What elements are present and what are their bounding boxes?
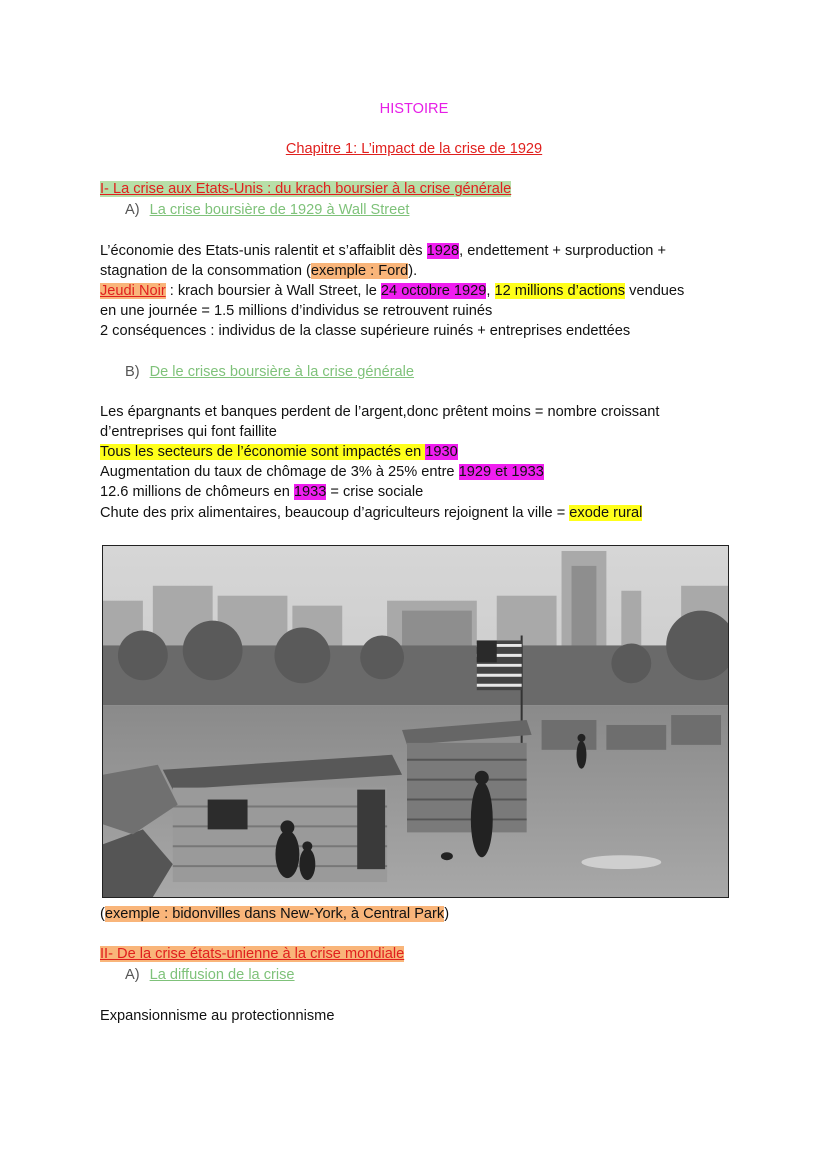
highlight-ford: exemple : Ford [310,263,409,279]
paragraph-line [100,503,642,523]
subsection-1b-title: De le crises boursière à la crise générale [149,364,415,380]
page-title: HISTOIRE [379,101,449,117]
paragraph-line: 2 conséquences : individus de la classe supérieure ruinés + entreprises endettées [100,323,631,339]
highlight-exode-rural: exode rural [569,505,643,521]
highlight-caption: exemple : bidonvilles dans New-York, à Central Park [104,906,445,922]
highlight-jeudi-noir: Jeudi Noir [100,283,166,299]
highlight-1928: 1928 [426,243,460,259]
paragraph-line [100,261,417,281]
paragraph-line [100,442,458,462]
chapter-heading [0,139,828,159]
subsection-2a [125,965,295,985]
text-run: L’économie des Etats-unis ralentit et s’affaiblit dès [100,243,427,259]
paragraph-line [100,241,666,261]
text-run: ) [444,906,450,922]
text-run: Augmentation du taux de chômage de 3% à 25% entre [100,464,459,480]
section-2-title: II- De la crise états-unienne à la crise mondiale [100,946,405,962]
text-run: vendues [625,283,685,299]
text-run: stagnation de la consommation ( [100,263,311,279]
subsection-1a-title: La crise boursière de 1929 à Wall Street [149,202,410,218]
paragraph-line: Expansionnisme au protectionnisme [100,1008,335,1024]
text-run: ). [408,263,418,279]
subsection-1b-letter: B) [125,364,140,380]
text-run: , [486,283,495,299]
paragraph-line: d’entreprises qui font faillite [100,424,277,440]
section-1-heading [100,179,511,199]
chapter-title: Chapitre 1: L’impact de la crise de 1929 [285,141,543,157]
paragraph-line: Les épargnants et banques perdent de l’argent,donc prêtent moins = nombre croissant [100,404,660,420]
subsection-1b [125,362,414,382]
highlight-date: 24 octobre 1929 [380,283,487,299]
highlight-1929-1933: 1929 et 1933 [458,464,544,480]
section-2-heading [100,944,404,964]
text-run: 12.6 millions de chômeurs en [100,484,294,500]
photo-hooverville-icon [103,546,728,897]
text-run: = crise sociale [326,484,424,500]
text-run: Chute des prix alimentaires, beaucoup d’agriculteurs rejoignent la ville = [100,505,570,521]
photo-caption [100,904,449,924]
highlight-1930: 1930 [425,444,458,460]
paragraph-line [100,462,544,482]
section-1-title: I- La crise aux Etats-Unis : du krach boursier à la crise générale [100,181,512,197]
paragraph-line [100,482,423,502]
paragraph-line: en une journée = 1.5 millions d’individus se retrouvent ruinés [100,303,493,319]
highlight-1933: 1933 [293,484,327,500]
subsection-1a [125,200,409,220]
text-run: : krach boursier à Wall Street, le [165,283,381,299]
subsection-2a-letter: A) [125,967,140,983]
subsection-2a-title: La diffusion de la crise [149,967,295,983]
highlight-secteurs: Tous les secteurs de l’économie sont impactés en [100,444,426,460]
photo-hooverville [102,545,729,898]
text-run: , endettement + surproduction + [459,243,667,259]
highlight-actions: 12 millions d’actions [494,283,626,299]
subsection-1a-letter: A) [125,202,140,218]
text-run: ( [100,906,105,922]
paragraph-line [100,281,684,301]
